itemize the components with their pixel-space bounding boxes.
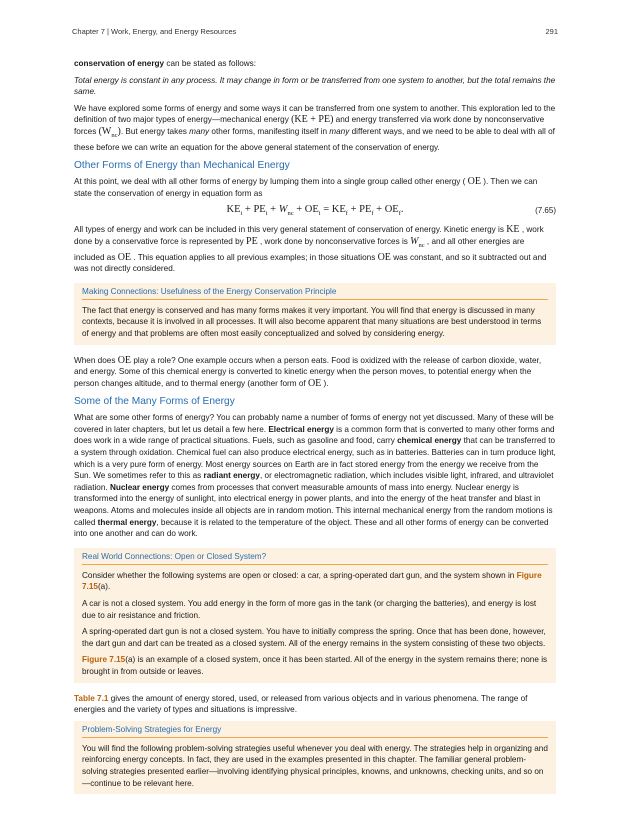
box-title: Real World Connections: Open or Closed System? xyxy=(82,551,548,565)
table-7-1-link[interactable]: Table 7.1 xyxy=(74,693,109,703)
conservation-statement: Total energy is constant in any process. It may change in form or be transferred from one system to another, but the total remains the same. xyxy=(74,75,556,97)
paragraph-equation-explained: All types of energy and work can be included in this very general statement of conservation of energy. Kinetic energy is KE , work done by a conservative force is represented by PE , work done by nonconservative forces is $W_{nc}$ , and all other energies are included as OE . This equation applies to all previous examples; in those situations OE was constant, and so it subtracted out and was not directly considered. xyxy=(74,224,547,274)
box-title: Problem-Solving Strategies for Energy xyxy=(82,724,548,738)
figure-7-15-link[interactable]: Figure 7.15 xyxy=(82,570,542,592)
box-body: You will find the following problem-solving strategies useful whenever you deal with energy. The strategies help in organizing and reinforcing energy concepts. In fact, they are used in the examples presented in this chapter. The familiar general problem-solving strategies presented earlier—involving identifying physical principles, knowns, and unknowns, checking units, and so on—continue to be relevant here. xyxy=(82,743,548,788)
paragraph-table-reference: Table 7.1 gives the amount of energy stored, used, or released from various objects and in various phenomena. The range of energies and the variety of types and situations is impressive. xyxy=(74,693,528,715)
making-connections-box xyxy=(74,283,556,345)
intro-paragraph: conservation of energy can be stated as follows: xyxy=(74,59,257,68)
paragraph-forms-of-energy: We have explored some forms of energy and some ways it can be transferred from one system to another. This exploration led to the definition of two major types of energy—mechanical energy (KE + PE) and energy transferred via work done by nonconservative forces $(W_{nc})$. But energy takes many other forms, manifesting itself in many different ways, and we need to be able to deal with all of these before we can write an equation for the above general statement of the conservation of energy. xyxy=(74,103,556,152)
page-number: 291 xyxy=(545,27,558,36)
real-world-connections-box xyxy=(74,548,556,683)
page-content xyxy=(74,58,556,804)
paragraph-when-oe: When does OE play a role? One example occurs when a person eats. Food is oxidized with the release of carbon dioxide, water, and energy. Some of this chemical energy is converted to kinetic energy when the person moves, to potential energy when the person changes altitude, and to thermal energy (another form of OE ). xyxy=(74,354,542,389)
math-ke-plus-pe: (KE + PE) xyxy=(291,114,334,126)
math-wnc: $(W_{nc})$ xyxy=(98,125,121,139)
box-paragraph: A car is not a closed system. You add energy in the form of more gas in the tank (or charging the batteries), and energy is lost due to air resistance and friction. xyxy=(82,599,537,620)
section-heading-many-forms: Some of the Many Forms of Energy xyxy=(74,396,235,408)
problem-solving-box xyxy=(74,721,556,794)
box-paragraph: A spring-operated dart gun is not a closed system. You have to initially compress the spring. Once that has been done, however, the dart gun and dart can be treated as a closed system. All of the energy remains in the system consisting of these two objects. xyxy=(82,627,546,648)
equation-7-65 xyxy=(74,204,556,218)
paragraph-many-forms: What are some other forms of energy? You can probably name a number of forms of energy not yet discussed. Many of these will be covered in later chapters, but let us detail a few here. Electrical energy is a common form that is converted to many other forms and does work in a wide range of practical situations. Fuels, such as gasoline and food, carry chemical energy that can be transferred to a system through oxidation. Chemical fuel can also produce electrical energy, such as in batteries. Batteries can in turn produce light, which is a very pure form of energy. Most energy sources on Earth are in fact stored energy from the energy we receive from the Sun. We sometimes refer to this as radiant energy, or electromagnetic radiation, which includes visible light, infrared, and ultraviolet radiation. Nuclear energy comes from processes that convert measurable amounts of mass into energy. Nuclear energy is transformed into the energy of sunlight, into electrical energy in power plants, and into the energy of the heat transfer and blast in weapons. Atoms and molecules inside all objects are in random motion. This internal mechanical energy from the random motions is called thermal energy, because it is related to the temperature of the object. These and all other forms of energy can be converted into one another and can do work. xyxy=(74,413,556,539)
term-conservation-of-energy: conservation of energy xyxy=(74,59,165,68)
box-paragraph: Consider whether the following systems are open or closed: a car, a spring-operated dart gun, and the system shown in Figure 7.15(a). xyxy=(82,570,542,592)
chapter-title: Chapter 7 | Work, Energy, and Energy Resources xyxy=(72,27,237,36)
equation-number: (7.65) xyxy=(535,206,556,216)
equation-expression: $KE_i + PE_i + W_{nc} + OE_i = KE_f + PE_f + OE_f$. xyxy=(226,204,404,218)
section-heading-other-forms: Other Forms of Energy than Mechanical Energy xyxy=(74,160,290,172)
paragraph-other-energy: At this point, we deal with all other forms of energy by lumping them into a single group called other energy ( OE ). Then we can state the conservation of energy in equation form as xyxy=(74,176,538,198)
box-title: Making Connections: Usefulness of the Energy Conservation Principle xyxy=(82,286,548,300)
figure-7-15-link[interactable]: Figure 7.15 xyxy=(82,655,126,665)
box-paragraph: Figure 7.15(a) is an example of a closed system, once it has been started. All of the energy in the system remains there; none is brought in from outside or leaves. xyxy=(82,655,548,676)
running-header xyxy=(72,27,558,39)
box-body: The fact that energy is conserved and has many forms makes it very important. You will find that energy is discussed in many contexts, because it is involved in all processes. It will also become apparent that many situations are best understood in terms of energy and that problems are often most easily conceptualized and solved by considering energy. xyxy=(82,305,542,338)
